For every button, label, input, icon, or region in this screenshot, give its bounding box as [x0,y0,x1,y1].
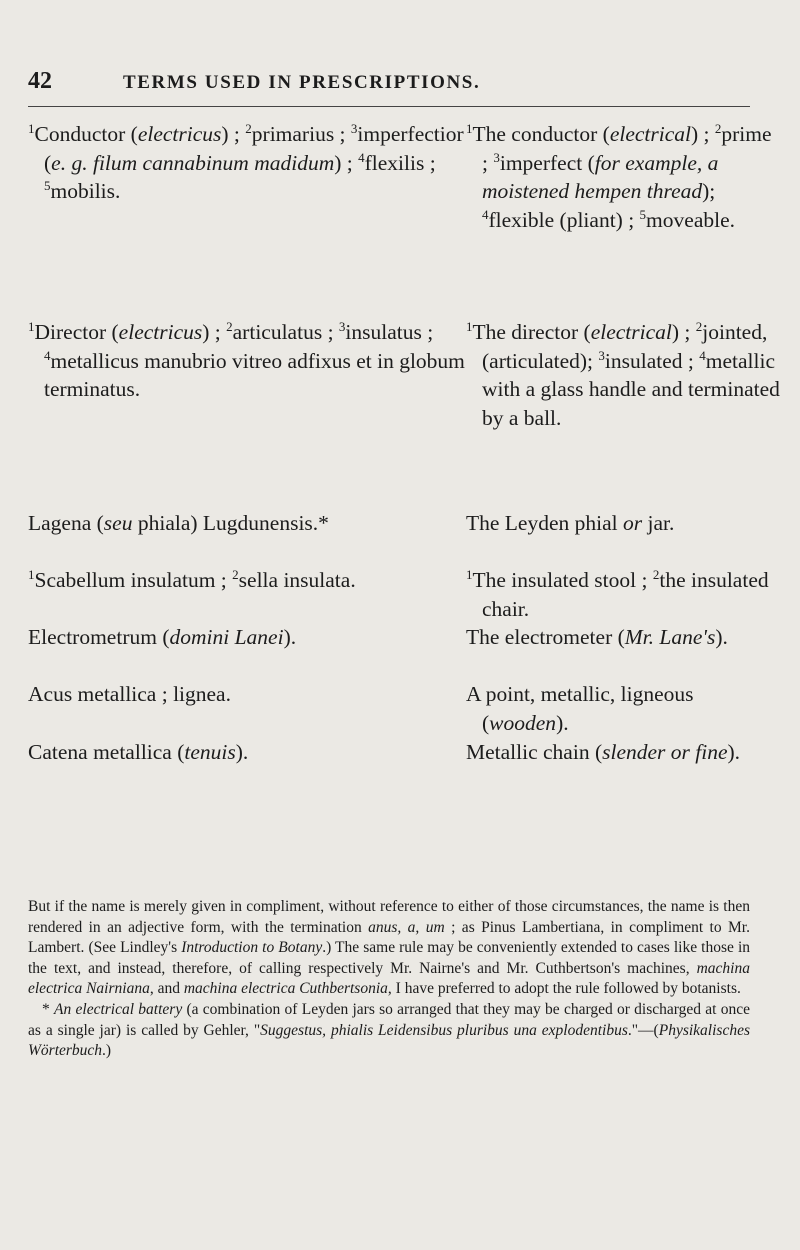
latin-term: $^1$Conductor (electricus) ; $^2$primarius ; $^3$imperfectior (e. g. filum cannabinum madidum) ; $^4$flexilis ; $^5$mobilis. [28,120,464,203]
latin-term: Acus metallica ; lignea. [28,682,231,706]
paragraph: But if the name is merely given in compliment, without reference to either of those circumstances, the name is then rendered in an adjective form, with the termination anus, a, um ; as Pinus Lambertiana, in compliment to Mr. Lambert. (See Lindley's Introduction to Botany.) The same rule may be conveniently extended to cases like those in the text, and instead, therefore, of calling respectively Mr. Nairne's and Mr. Cuthbertson's machines, machina electrica Nairniana, and machina electrica Cuthbertsonia, I have preferred to adopt the rule followed by botanists. [28,898,750,998]
running-head: TERMS USED IN PRESCRIPTIONS. [123,72,481,93]
latin-term: $^1$Scabellum insulatum ; $^2$sella insulata. [28,566,356,592]
latin-term: $^1$Director (electricus) ; $^2$articulatus ; $^3$insulatus ; $^4$metallicus manubrio vitreo adfixus et in globum terminatus. [28,318,465,401]
english-translation: The electrometer (Mr. Lane's). [466,625,728,649]
english-translation: $^1$The conductor (electrical) ; $^2$prime ; $^3$imperfect (for example, a moistened hempen thread); $^4$flexible (pliant) ; $^5$moveable. [466,120,772,232]
page-number: 42 [28,68,52,94]
english-translation: $^1$The insulated stool ; $^2$the insulated chair. [466,566,769,621]
header-rule [28,106,750,107]
english-translation: A point, metallic, ligneous (wooden). [466,682,694,735]
body-text [28,897,750,1062]
latin-term: Lagena (seu phiala) Lugdunensis.* [28,511,329,535]
latin-term: Catena metallica (tenuis). [28,740,249,764]
english-translation: Metallic chain (slender or fine). [466,740,741,764]
latin-term: Electrometrum (domini Lanei). [28,625,297,649]
footnote: * An electrical battery (a combination of Leyden jars so arranged that they may be charged or discharged at once as a single jar) is called by Gehler, "Suggestus, phialis Leidensibus pluribus una explodentibus."—(Physikalisches Wörterbuch.) [28,1000,751,1060]
english-translation: $^1$The director (electrical) ; $^2$jointed, (articulated); $^3$insulated ; $^4$metallic with a glass handle and terminated by a ball. [466,318,780,430]
english-translation: The Leyden phial or jar. [466,511,675,535]
page-header [28,68,748,108]
